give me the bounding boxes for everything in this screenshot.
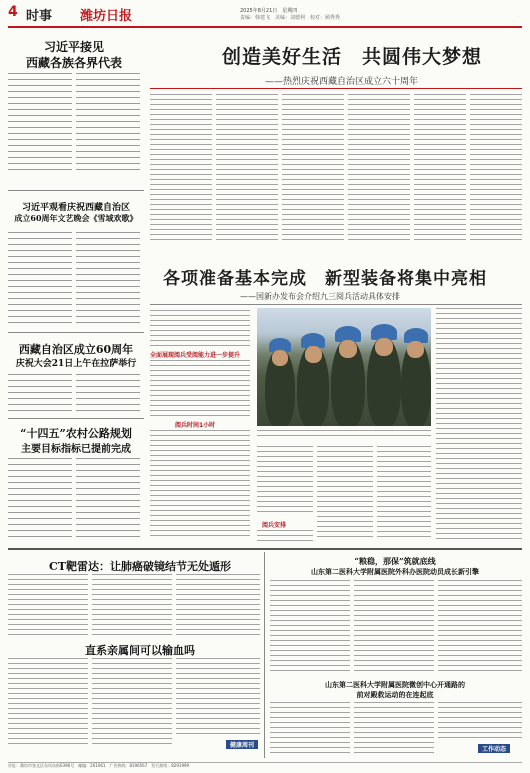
left-top-subtitle: 西藏各族各界代表	[25, 56, 122, 70]
soldier-face	[272, 350, 288, 366]
divider	[8, 332, 144, 333]
soldier-face	[375, 338, 393, 356]
lead-body-6	[470, 94, 522, 242]
left-lower-body-2	[76, 374, 140, 412]
editor-line: 责编：韩建飞 美编：刘德利 校对：顾秀秀	[240, 15, 341, 21]
bottom-right-body-6	[438, 702, 522, 742]
left-top-title: 习近平接见	[43, 40, 104, 54]
left-middle-title: 习近平观看庆祝西藏自治区	[21, 203, 130, 213]
lead-body-1	[150, 94, 212, 242]
vertical-divider	[264, 552, 265, 758]
bottom-left-body-4	[8, 658, 88, 746]
bottom-left-body-1	[8, 574, 88, 636]
military-body-6	[377, 446, 431, 540]
military-body-4	[257, 446, 313, 516]
bottom-right-body-4	[270, 702, 350, 754]
lead-body-4	[348, 94, 410, 242]
bottom-left-body-5	[92, 658, 172, 746]
left-lower-title: 西藏自治区成立60周年	[18, 343, 134, 356]
bottom-right-body-5	[354, 702, 434, 754]
page-number: 4	[8, 4, 18, 20]
military-body-3	[150, 430, 250, 540]
bottom-left-body-6	[176, 658, 260, 738]
military-headline: 各项准备基本完成 新型装备将集中亮相	[163, 269, 487, 289]
bottom-rule	[8, 548, 522, 550]
lead-rule	[150, 88, 522, 89]
divider	[8, 418, 144, 419]
military-subheadline: ——国新办发布会介绍九三阅兵活动具体安排	[240, 292, 400, 301]
lead-body-2	[216, 94, 278, 242]
bottom-right-tag: 工作动态	[478, 744, 510, 753]
left-middle-subtitle: 成立60周年文艺晚会《雪域欢歌》	[14, 213, 138, 223]
page-footer: 社址：潍坊市奎文区东风东街6396号 邮编：261061 广告热线：8196567 发行热线：8291999	[8, 762, 522, 771]
masthead	[8, 4, 522, 28]
inline-head-3: 阅兵安排	[262, 522, 287, 529]
inline-head-2: 阅兵时间1小时	[175, 422, 216, 429]
left-middle-body	[8, 232, 72, 324]
divider	[150, 304, 522, 305]
left-fourth-body	[8, 458, 72, 542]
bottom-left-body-3	[176, 574, 260, 636]
left-fourth-subtitle: 主要目标指标已提前完成	[21, 444, 131, 455]
bottom-right-subtitle-2: 前对殿救运动的在连起底	[356, 690, 434, 699]
date-line: 2025年8月21日 星期四	[240, 8, 298, 14]
section-name: 时事	[26, 9, 53, 24]
military-body-right	[436, 308, 522, 540]
paper-name: 潍坊日报	[80, 9, 133, 24]
inline-head-1: 全面展现阅兵受阅能力进一步提升	[150, 352, 241, 359]
bottom-right-body-1	[270, 580, 350, 674]
military-body-1	[150, 310, 250, 346]
bottom-left-tag: 健康周刊	[226, 740, 258, 749]
military-body-7	[257, 530, 313, 542]
bottom-right-subtitle: 山东第二医科大学附属医院外科办医院动员成长新引擎	[311, 567, 479, 576]
soldiers-photo	[257, 308, 431, 426]
bottom-left-title-2: 直系亲属间可以输血吗	[85, 644, 195, 657]
soldier-face	[339, 340, 357, 358]
military-body-5	[317, 446, 373, 540]
lead-body-5	[414, 94, 466, 242]
bottom-right-title-2: 山东第二医科大学附属医院微创中心开通路的	[325, 680, 465, 689]
bottom-left-body-2	[92, 574, 172, 636]
bottom-left-title: CT靶雷达：让肺癌破镜结节无处遁形	[49, 560, 231, 573]
left-top-body-2	[76, 73, 140, 171]
lead-headline: 创造美好生活 共圆伟大梦想	[222, 46, 483, 68]
lead-body-3	[282, 94, 344, 242]
lead-subheadline: ——热烈庆祝西藏自治区成立六十周年	[265, 77, 419, 87]
divider	[8, 190, 144, 191]
left-lower-subtitle: 庆祝大会21日上午在拉萨举行	[15, 359, 137, 369]
left-lower-body	[8, 374, 72, 412]
left-middle-body-2	[76, 232, 140, 324]
military-body-2	[150, 360, 250, 416]
bottom-right-body-3	[438, 580, 522, 674]
left-fourth-title: “十四五”农村公路规划	[20, 427, 132, 440]
bottom-right-body-2	[354, 580, 434, 674]
soldier-face	[305, 346, 322, 363]
left-fourth-body-2	[76, 458, 140, 542]
left-top-body	[8, 73, 72, 171]
bottom-right-title: “粮稳，那保”筑就底线	[354, 556, 436, 566]
soldier-face	[407, 341, 424, 358]
photo-caption	[257, 430, 431, 440]
